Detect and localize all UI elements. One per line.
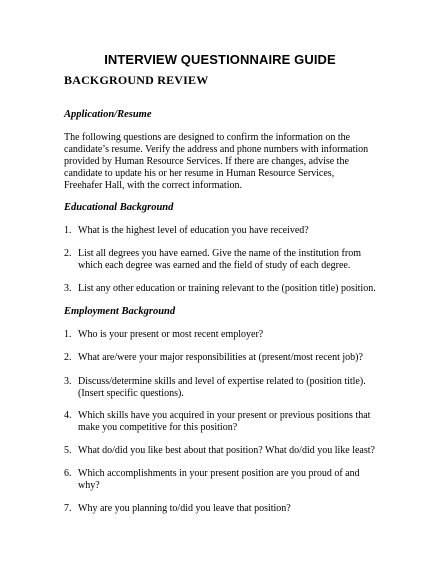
subheading-education: Educational Background xyxy=(64,202,174,213)
section-title: BACKGROUND REVIEW xyxy=(64,73,209,87)
list-number: 3. xyxy=(64,283,72,294)
list-number: 1. xyxy=(64,225,72,236)
item-line: Which skills have you acquired in your present or previous positions that xyxy=(78,410,371,421)
item-line: why? xyxy=(78,480,100,491)
item-line: make you competitive for this position? xyxy=(78,422,238,433)
subheading-application: Application/Resume xyxy=(64,109,152,120)
paragraph-line: candidate’s resume. Verify the address and phone numbers with information xyxy=(64,144,369,155)
item-line: Why are you planning to/did you leave that position? xyxy=(78,503,291,514)
item-line: What do/did you like best about that position? What do/did you like least? xyxy=(78,445,375,456)
item-line: List all degrees you have earned. Give the name of the institution from xyxy=(78,248,361,259)
paragraph-line: provided by Human Resource Services. If there are changes, advise the xyxy=(64,156,349,167)
item-line: (Insert specific questions). xyxy=(78,388,184,399)
item-line: Which accomplishments in your present position are you proud of and xyxy=(78,468,360,479)
page-title: INTERVIEW QUESTIONNAIRE GUIDE xyxy=(104,52,336,67)
subheading-employment: Employment Background xyxy=(64,306,176,317)
paragraph-line: Freehafer Hall, with the correct information. xyxy=(64,180,242,191)
paragraph-line: candidate to update his or her resume in Human Resource Services, xyxy=(64,168,335,179)
item-line: What are/were your major responsibilities at (present/most recent job)? xyxy=(78,352,363,363)
list-number: 2. xyxy=(64,352,72,363)
item-line: List any other education or training relevant to the (position title) position. xyxy=(78,283,376,294)
list-number: 5. xyxy=(64,445,72,456)
paragraph-line: The following questions are designed to confirm the information on the xyxy=(64,132,351,143)
item-line: which each degree was earned and the field of study of each degree. xyxy=(78,260,351,271)
list-number: 4. xyxy=(64,410,72,421)
list-number: 2. xyxy=(64,248,72,259)
list-number: 1. xyxy=(64,329,72,340)
application-paragraph xyxy=(64,132,394,192)
item-line: What is the highest level of education you have received? xyxy=(78,225,309,236)
list-number: 6. xyxy=(64,468,72,479)
item-line: Discuss/determine skills and level of expertise related to (position title). xyxy=(78,376,366,387)
list-number: 7. xyxy=(64,503,72,514)
item-line: Who is your present or most recent employer? xyxy=(78,329,264,340)
list-number: 3. xyxy=(64,376,72,387)
